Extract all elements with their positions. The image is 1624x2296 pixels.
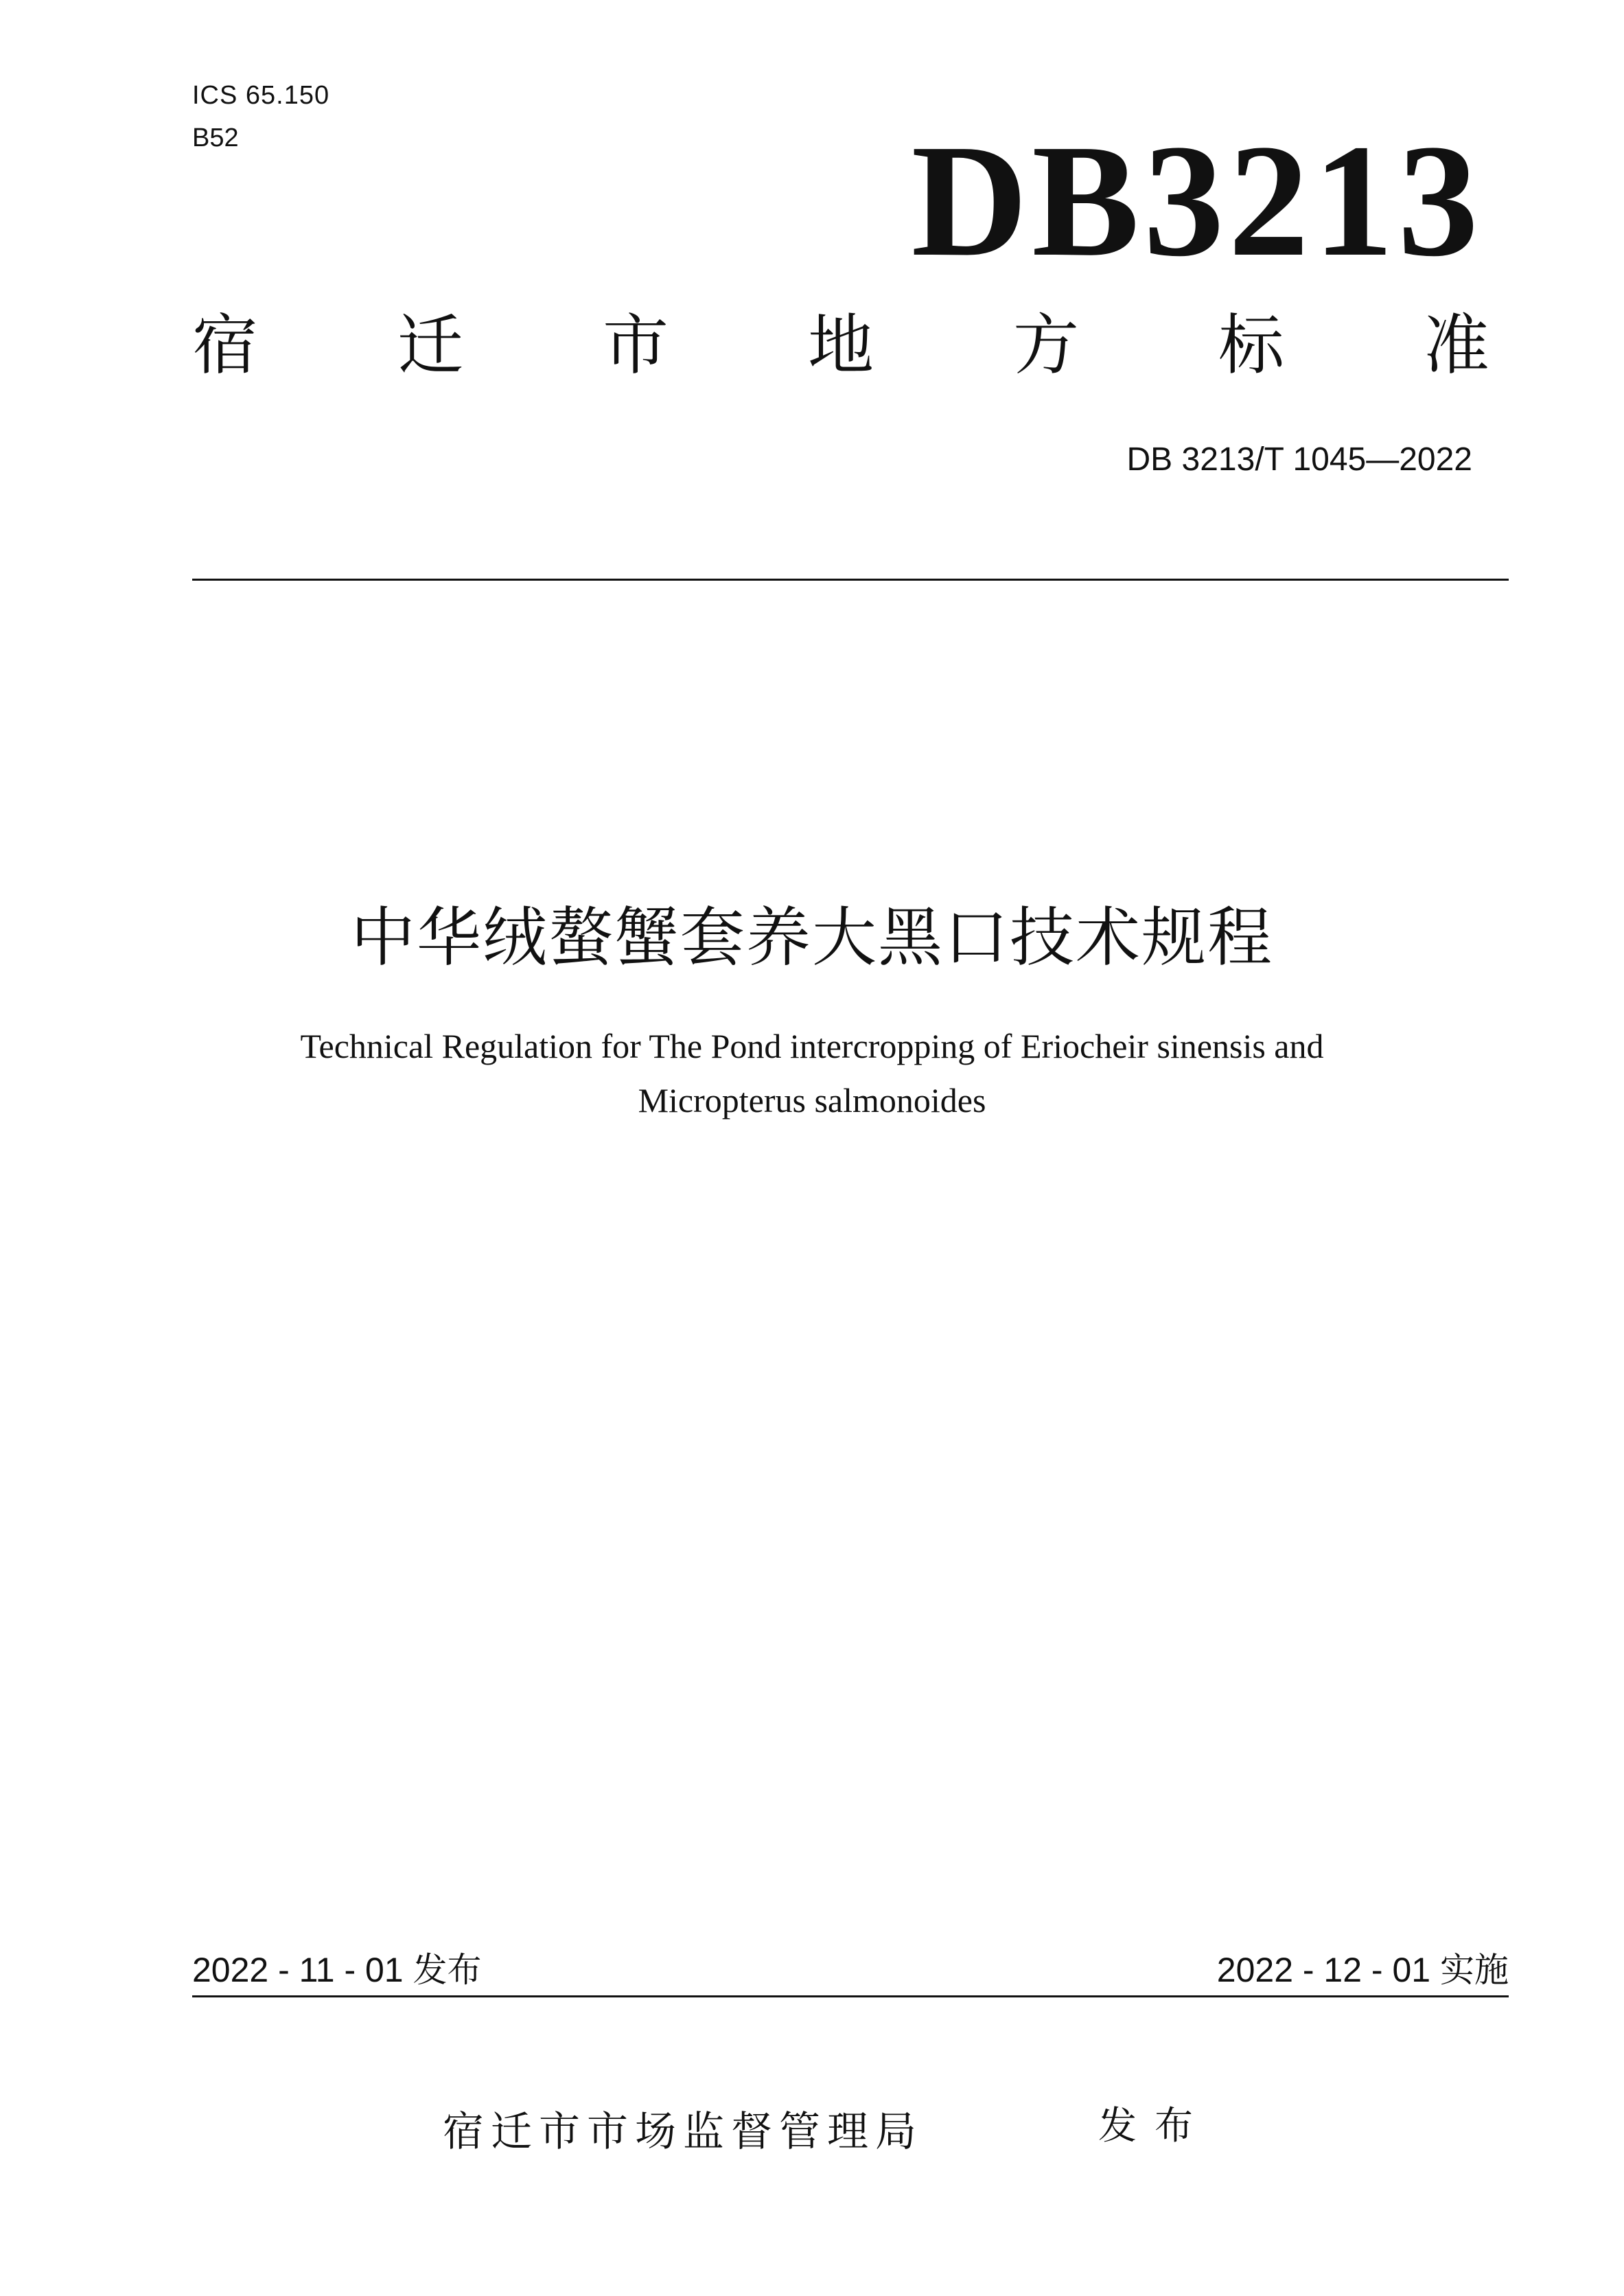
standard-type-char: 准	[1424, 307, 1489, 384]
classification-code: B52	[192, 124, 239, 152]
standard-type-heading	[192, 307, 1489, 384]
document-title-english	[192, 1019, 1432, 1128]
standard-type-char: 标	[1218, 307, 1284, 384]
standard-type-char: 迁	[397, 307, 463, 384]
standard-logo-code: DB3213	[911, 111, 1483, 290]
title-english-line: Micropterus salmonoides	[638, 1081, 986, 1120]
issuing-authority: 宿迁市市场监督管理局	[443, 2108, 923, 2156]
standard-type-char: 市	[603, 307, 669, 384]
ics-code: ICS 65.150	[192, 81, 330, 110]
standard-type-char: 方	[1013, 307, 1079, 384]
standard-type-char: 地	[808, 307, 874, 384]
title-english-line: Technical Regulation for The Pond intercropping of Eriocheir sinensis and	[300, 1027, 1324, 1065]
document-title-chinese: 中华绒螯蟹套养大黑口技术规程	[350, 901, 1273, 975]
footer-divider	[192, 1995, 1509, 1997]
implementation-date: 2022 - 12 - 01 实施	[1216, 1951, 1509, 1989]
standard-number: DB 3213/T 1045—2022	[1126, 441, 1472, 478]
issue-label: 发布	[1098, 2104, 1211, 2148]
issue-date: 2022 - 11 - 01 发布	[192, 1951, 482, 1989]
standard-type-char: 宿	[192, 307, 258, 384]
header-divider	[192, 579, 1509, 581]
